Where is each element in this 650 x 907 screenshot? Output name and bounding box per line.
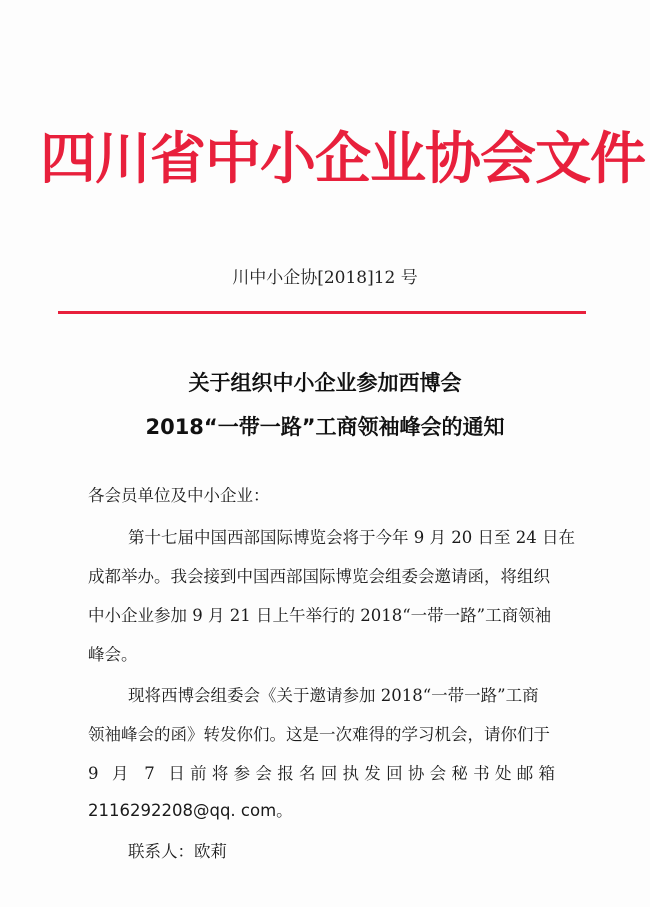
document-masthead: 四川省中小企业协会文件 [40, 127, 645, 192]
document-number: 川中小企协[2018]12 号 [232, 268, 418, 288]
notice-title-line-1: 关于组织中小企业参加西博会 [188, 371, 462, 395]
contact-person: 联系人：欧莉 [128, 842, 227, 861]
paragraph-1-line-1: 第十七届中国西部国际博览会将于今年 9 月 20 日至 24 日在 [128, 528, 575, 547]
paragraph-2-line-1: 现将西博会组委会《关于邀请参加 2018“一带一路”工商 [128, 686, 539, 705]
paragraph-1-line-4: 峰会。 [88, 645, 138, 664]
salutation: 各会员单位及中小企业： [88, 486, 270, 505]
notice-title-line-2: 2018“一带一路”工商领袖峰会的通知 [145, 415, 505, 439]
email-address: 2116292208@qq. com。 [88, 801, 293, 820]
red-divider-line [58, 311, 586, 314]
paragraph-1-line-2: 成都举办。我会接到中国西部国际博览会组委会邀请函，将组织 [88, 567, 550, 586]
paragraph-2-line-3: 9 月 7 日前将参会报名回执发回协会秘书处邮箱 [88, 764, 558, 783]
paragraph-2-line-2: 领袖峰会的函》转发你们。这是一次难得的学习机会，请你们于 [88, 725, 550, 744]
paragraph-1-line-3: 中小企业参加 9 月 21 日上午举行的 2018“一带一路”工商领袖 [88, 606, 552, 625]
